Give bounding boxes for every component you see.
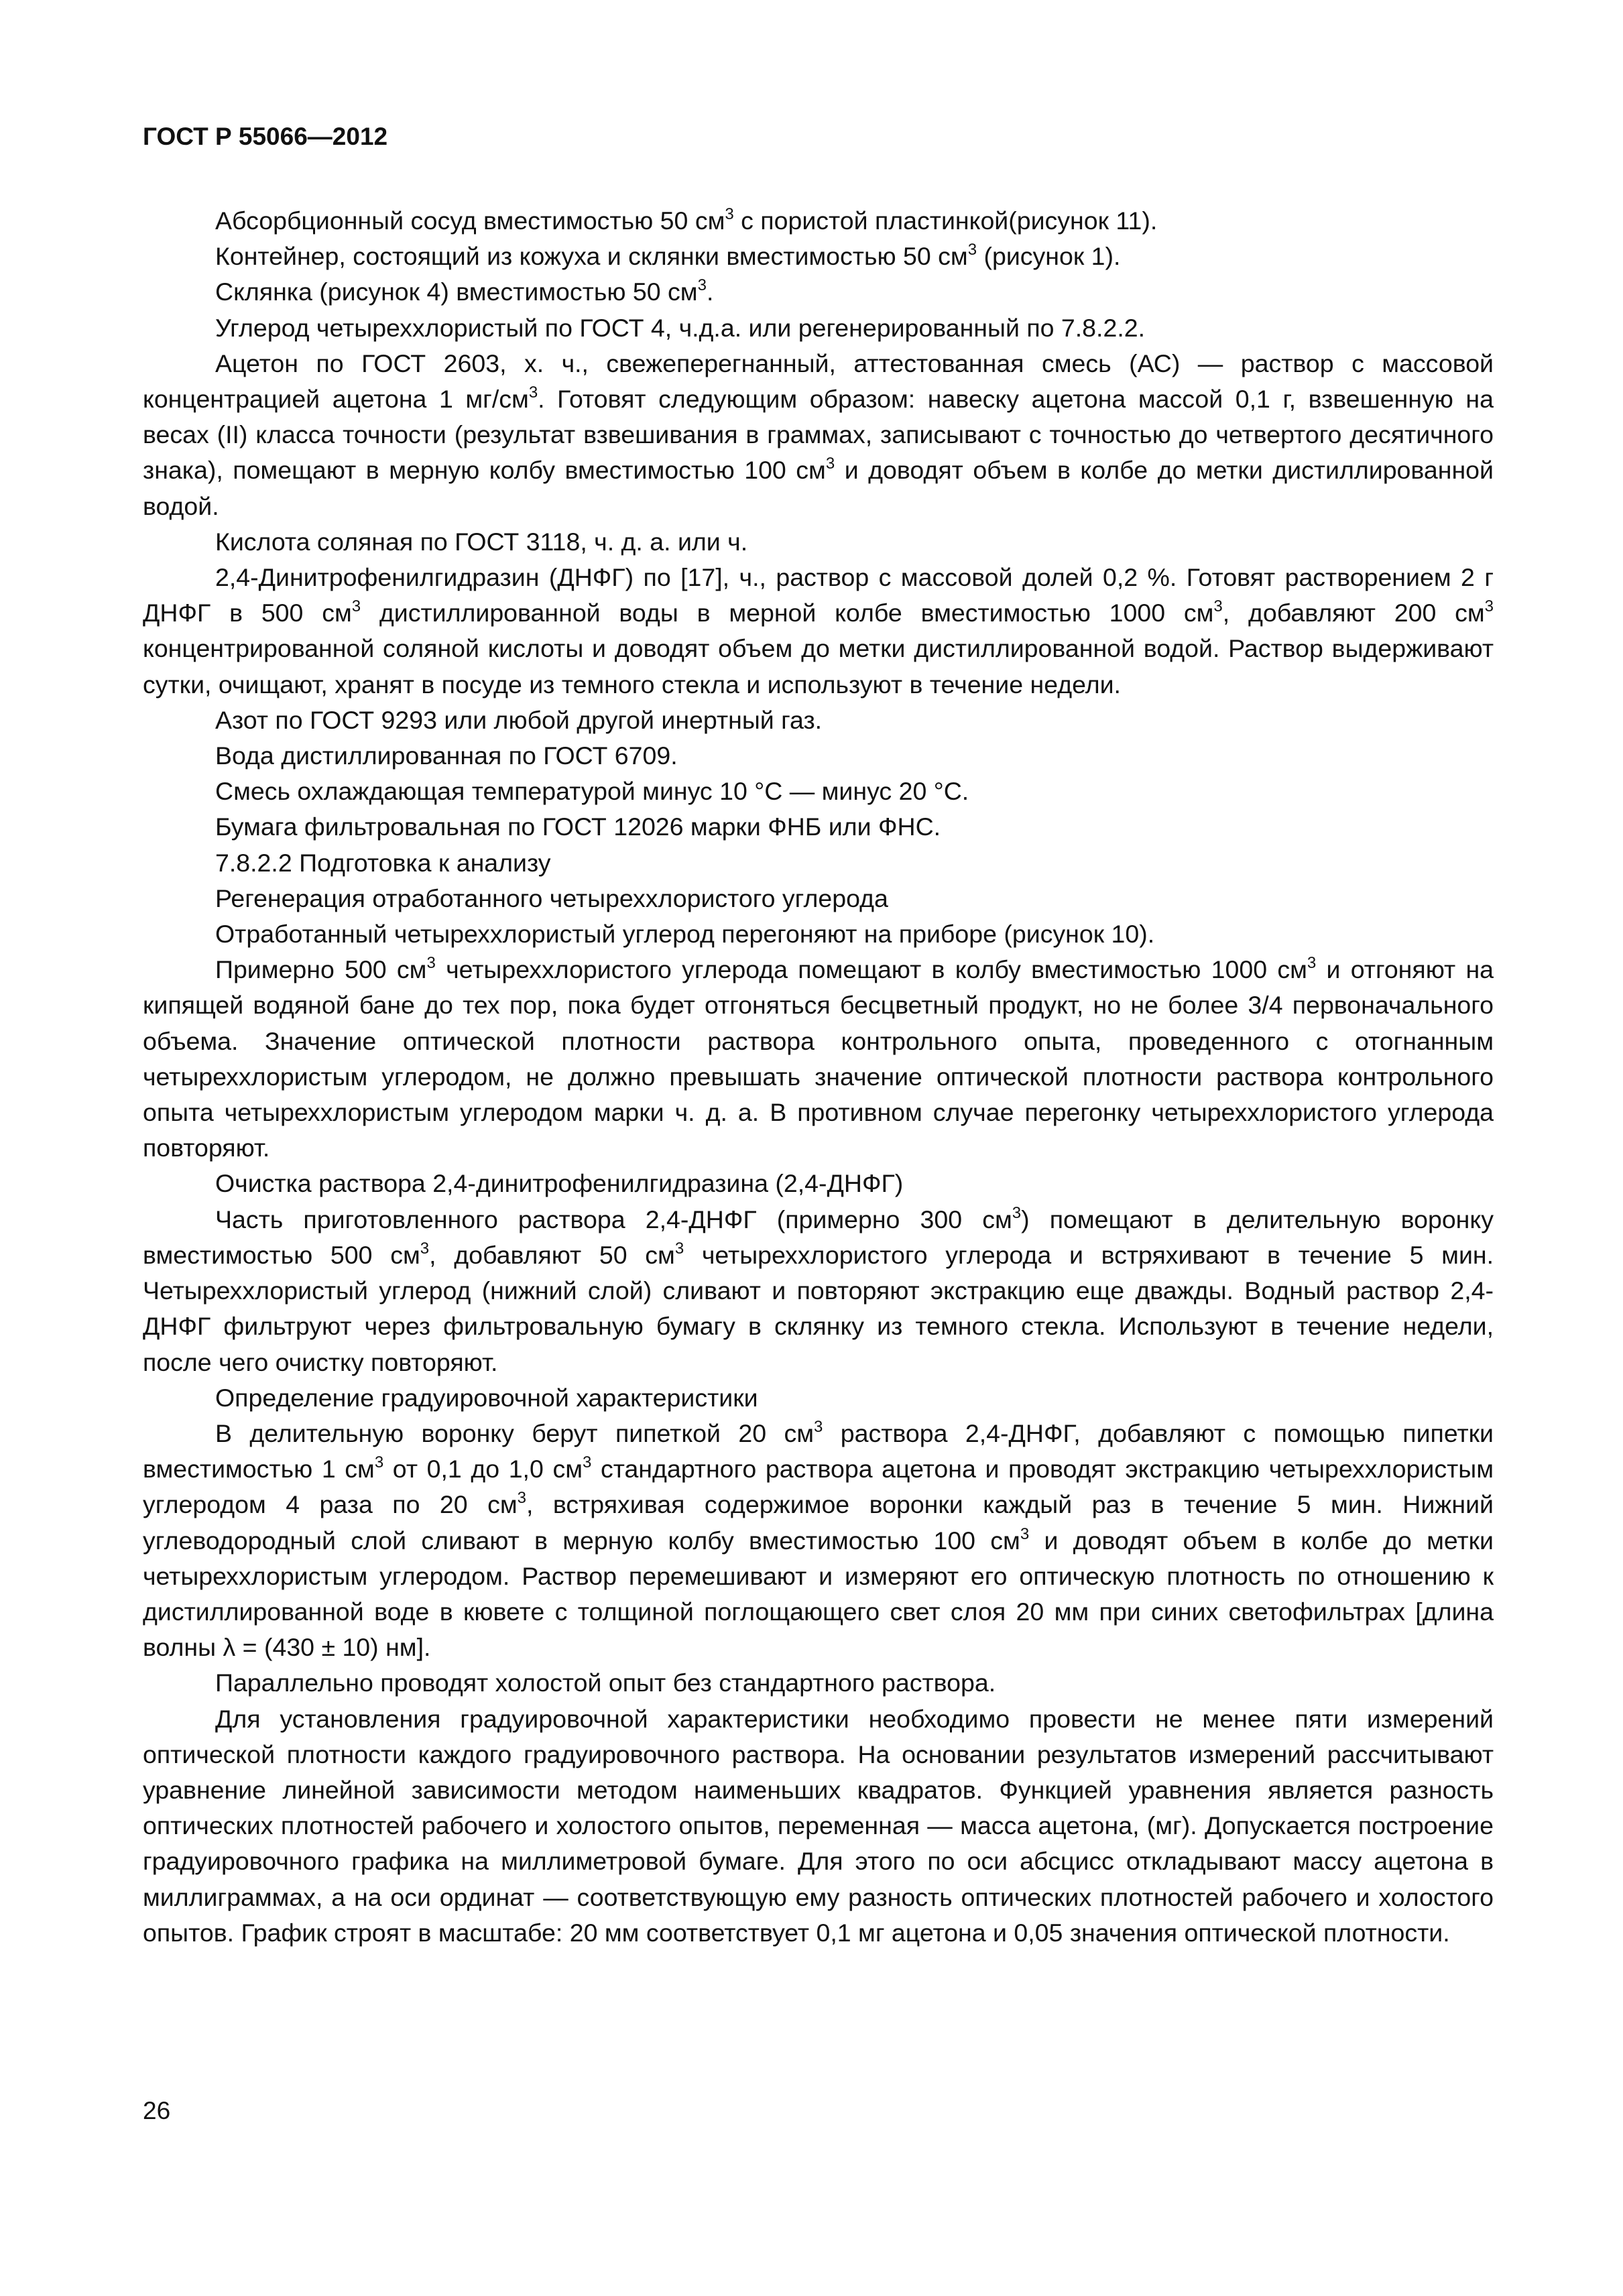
paragraph: [143, 1701, 1494, 1951]
text-run: , добавляют 50 см: [429, 1240, 675, 1269]
superscript: 3: [426, 954, 436, 973]
paragraph: [143, 346, 1494, 524]
paragraph: [143, 809, 1494, 845]
paragraph: [143, 203, 1494, 239]
text-run: . Готовят следующим образом: навеску ацетона массой 0,1 г, взвешенную на весах (II) класса точности (результат взвешивания в граммах, записывают с точностью до четвертого десятичного знака), помещают в мерную колбу вместимостью 100 см: [143, 385, 1494, 485]
paragraph: [143, 1380, 1494, 1416]
paragraph: [143, 1166, 1494, 1201]
superscript: 3: [1020, 1524, 1030, 1543]
paragraph: [143, 239, 1494, 274]
paragraph: [143, 524, 1494, 560]
text-run: Очистка раствора 2,4-динитрофенилгидразина (2,4-ДНФГ): [215, 1169, 904, 1198]
superscript: 3: [697, 276, 707, 295]
text-run: и доводят объем в колбе до метки дистиллированной водой.: [143, 456, 1494, 520]
text-run: (рисунок 1).: [977, 242, 1121, 271]
paragraph: [143, 560, 1494, 703]
text-run: Регенерация отработанного четыреххлористого углерода: [215, 884, 888, 912]
text-run: Отработанный четыреххлористый углерод перегоняют на приборе (рисунок 10).: [215, 920, 1155, 949]
superscript: 3: [374, 1453, 384, 1472]
paragraph: [143, 1665, 1494, 1701]
paragraph: [143, 952, 1494, 1166]
superscript: 3: [420, 1239, 430, 1258]
superscript: 3: [351, 597, 361, 616]
text-run: дистиллированной воды в мерной колбе вместимостью 1000 см: [361, 599, 1214, 627]
superscript: 3: [674, 1239, 684, 1258]
text-run: Смесь охлаждающая температурой минус 10 °С — минус 20 °С.: [215, 777, 969, 806]
text-run: Ацетон по ГОСТ 2603, х. ч., свежеперегнанный, аттестованная смесь (АС) — раствор с массовой концентрацией ацетона 1 мг/см: [143, 349, 1494, 414]
text-run: Часть приготовленного раствора 2,4-ДНФГ (примерно 300 см: [215, 1205, 1012, 1233]
paragraph: [143, 774, 1494, 809]
text-run: , добавляют 200 см: [1222, 599, 1485, 627]
superscript: 3: [1012, 1203, 1022, 1222]
text-run: Кислота соляная по ГОСТ 3118, ч. д. а. или ч.: [215, 527, 748, 556]
text-run: ) помещают в делительную воронку вместимостью 500 см: [143, 1205, 1494, 1269]
document-body: [143, 203, 1494, 1951]
text-run: Вода дистиллированная по ГОСТ 6709.: [215, 741, 678, 770]
superscript: 3: [1307, 954, 1317, 973]
paragraph: [143, 845, 1494, 881]
paragraph: [143, 881, 1494, 916]
text-run: В делительную воронку берут пипеткой 20 см: [215, 1418, 815, 1447]
paragraph: [143, 738, 1494, 774]
paragraph: [143, 916, 1494, 952]
text-run: 7.8.2.2 Подготовка к анализу: [215, 848, 551, 877]
paragraph: [143, 274, 1494, 310]
text-run: Углерод четыреххлористый по ГОСТ 4, ч.д.а. или регенерированный по 7.8.2.2.: [215, 313, 1146, 342]
text-run: Контейнер, состоящий из кожуха и склянки вместимостью 50 см: [215, 242, 968, 271]
superscript: 3: [517, 1489, 526, 1508]
text-run: Бумага фильтровальная по ГОСТ 12026 марки ФНБ или ФНС.: [215, 812, 941, 841]
superscript: 3: [825, 455, 835, 473]
superscript: 3: [582, 1453, 592, 1472]
text-run: четыреххлористого углерода и встряхивают в течение 5 мин. Четыреххлористый углерод (нижний слой) сливают и повторяют экстракцию еще дважды. Водный раствор 2,4-ДНФГ фильтруют через фильтровальную бумагу в склянку из темного стекла. Используют в течение недели, после чего очистку повторяют.: [143, 1240, 1494, 1376]
superscript: 3: [1213, 597, 1223, 616]
text-run: 2,4-Динитрофенилгидразин (ДНФГ) по [17], ч., раствор с массовой долей 0,2 %. Готовят растворением 2 г ДНФГ в 500 см: [143, 563, 1494, 627]
text-run: Абсорбционный сосуд вместимостью 50 см: [215, 206, 725, 235]
text-run: .: [706, 278, 714, 306]
text-run: и доводят объем в колбе до метки четыреххлористым углеродом. Раствор перемешивают и измеряют его оптическую плотность по отношению к дистиллированной воде в кювете с толщиной поглощающего свет слоя 20 мм при синих светофильтрах [длина волны λ = (430 ± 10) нм].: [143, 1526, 1494, 1662]
text-run: Для установления градуировочной характеристики необходимо провести не менее пяти измерений оптической плотности каждого градуировочного раствора. На основании результатов измерений рассчитывают уравнение линейной зависимости методом наименьших квадратов. Функцией уравнения является разность оптических плотностей рабочего и холостого опытов, переменная — масса ацетона, (мг). Допускается построение градуировочного графика на миллиметровой бумаге. Для этого по оси абсцисс откладывают массу ацетона в миллиграммах, а на оси ординат — соответствующую ему разность оптических плотностей рабочего и холостого опытов. График строят в масштабе: 20 мм соответствует 0,1 мг ацетона и 0,05 значения оптической плотности.: [143, 1704, 1494, 1947]
page-number: 26: [143, 2097, 171, 2124]
text-run: стандартного раствора ацетона и проводят экстракцию четыреххлористым углеродом 4 раза по 20 см: [143, 1455, 1494, 1519]
text-run: и отгоняют на кипящей водяной бане до тех пор, пока будет отгоняться бесцветный продукт, но не более 3/4 первоначального объема. Значение оптической плотности раствора контрольного опыта, проведенного с отогнанным четыреххлористым углеродом, не должно превышать значение оптической плотности раствора контрольного опыта четыреххлористым углеродом марки ч. д. а. В противном случае перегонку четыреххлористого углерода повторяют.: [143, 955, 1494, 1162]
paragraph: [143, 703, 1494, 738]
superscript: 3: [528, 383, 538, 402]
text-run: с пористой пластинкой(рисунок 11).: [733, 206, 1158, 235]
superscript: 3: [1484, 597, 1494, 616]
text-run: концентрированной соляной кислоты и доводят объем до метки дистиллированной водой. Раствор выдерживают сутки, очищают, хранят в посуде из темного стекла и используют в течение недели.: [143, 634, 1494, 699]
text-run: раствора 2,4-ДНФГ, добавляют с помощью пипетки вместимостью 1 см: [143, 1418, 1494, 1484]
superscript: 3: [814, 1417, 823, 1436]
paragraph: [143, 1416, 1494, 1665]
paragraph: [143, 310, 1494, 346]
text-run: , встряхивая содержимое воронки каждый раз в течение 5 мин. Нижний углеводородный слой сливают в мерную колбу вместимостью 100 см: [143, 1490, 1494, 1555]
superscript: 3: [725, 205, 734, 223]
text-run: от 0,1 до 1,0 см: [383, 1455, 583, 1484]
text-run: Примерно 500 см: [215, 955, 427, 984]
text-run: Параллельно проводят холостой опыт без стандартного раствора.: [215, 1669, 996, 1697]
paragraph: [143, 1202, 1494, 1380]
text-run: четыреххлористого углерода помещают в колбу вместимостью 1000 см: [435, 955, 1307, 984]
text-run: Азот по ГОСТ 9293 или любой другой инертный газ.: [215, 705, 823, 734]
text-run: Определение градуировочной характеристики: [215, 1383, 758, 1412]
document-header: ГОСТ Р 55066—2012: [143, 123, 388, 150]
text-run: Склянка (рисунок 4) вместимостью 50 см: [215, 278, 698, 306]
superscript: 3: [967, 241, 977, 259]
